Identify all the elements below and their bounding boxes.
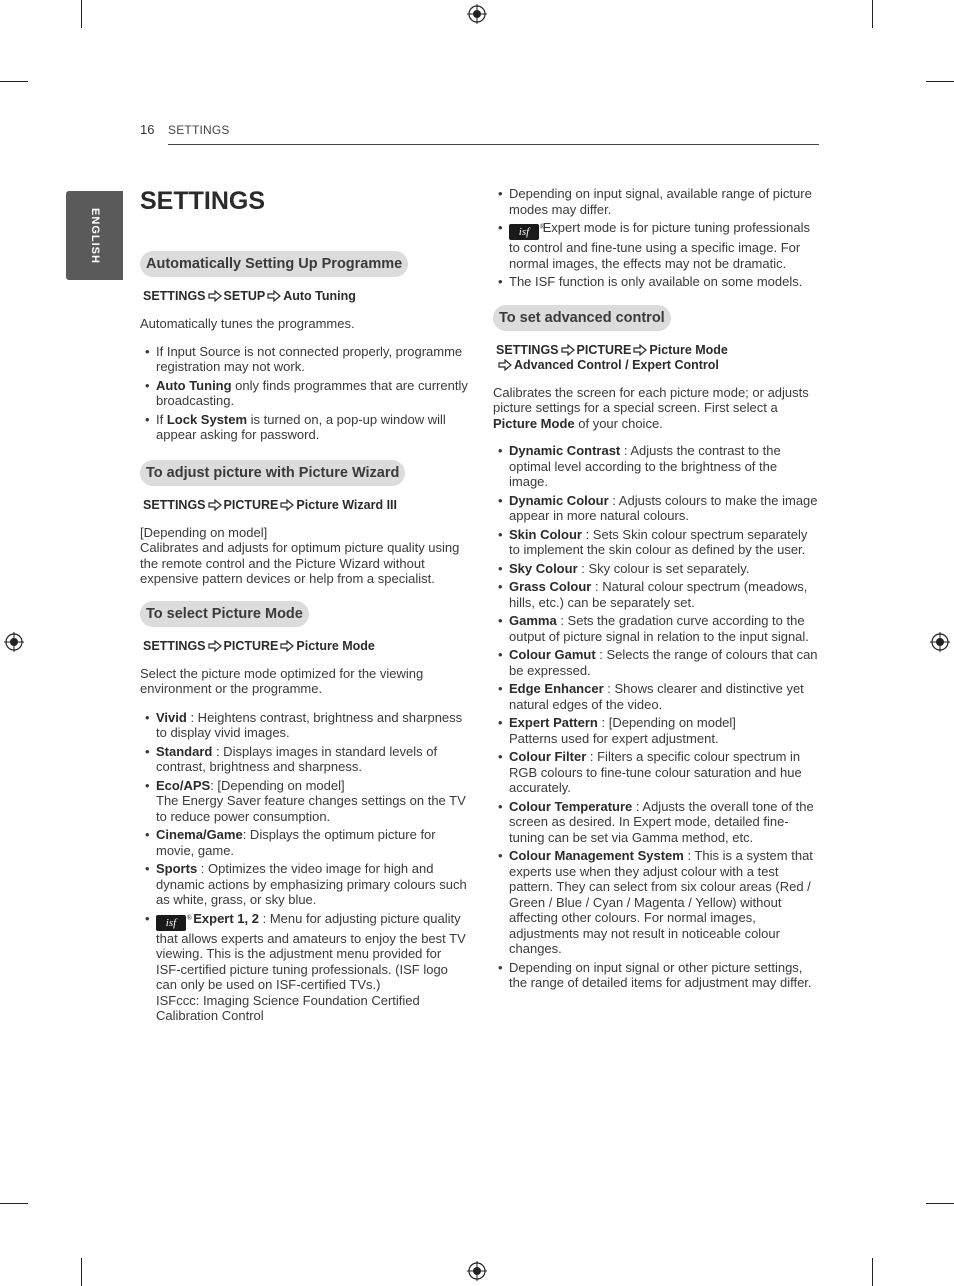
- section-heading: To set advanced control: [493, 305, 671, 331]
- page-title: SETTINGS: [140, 187, 266, 215]
- list-item: • If Input Source is not connected properly, programme registration may not work.: [140, 344, 468, 375]
- crop-mark: [926, 81, 954, 82]
- arrow-right-icon: [280, 499, 294, 511]
- list-item: • Edge Enhancer : Shows clearer and distinctive yet natural edges of the video.: [493, 681, 818, 712]
- crop-mark: [0, 81, 28, 82]
- crop-mark: [81, 1258, 82, 1286]
- menu-path: SETTINGS PICTURE Picture Mode: [143, 638, 375, 653]
- crop-mark: [0, 1203, 28, 1204]
- list-item: • Colour Gamut : Selects the range of colours that can be expressed.: [493, 647, 818, 678]
- list-item: • Grass Colour : Natural colour spectrum (meadows, hills, etc.) can be separately set.: [493, 579, 818, 610]
- section-advanced-control: [493, 305, 818, 991]
- section-heading: To select Picture Mode: [140, 601, 309, 627]
- list-item: • Auto Tuning only finds programmes that are currently broadcasting.: [140, 378, 468, 409]
- arrow-right-icon: [280, 640, 294, 652]
- registration-mark-icon: [930, 632, 950, 652]
- list-item: • Cinema/Game: Displays the optimum picture for movie, game.: [140, 827, 468, 858]
- crop-mark: [81, 0, 82, 28]
- list-item: • Depending on input signal, available range of picture modes may differ.: [493, 186, 818, 217]
- list-item: • Expert Pattern : [Depending on model] Patterns used for expert adjustment.: [493, 715, 818, 746]
- list-item: • The ISF function is only available on some models.: [493, 274, 818, 290]
- list-item: • Colour Temperature : Adjusts the overall tone of the screen as desired. In Expert mode, detailed fine-tuning can be set via Gamma method, etc.: [493, 799, 818, 846]
- menu-path: SETTINGS SETUP Auto Tuning: [143, 289, 356, 303]
- list-item: • Skin Colour : Sets Skin colour spectrum separately to implement the skin colour as defined by the user.: [493, 527, 818, 558]
- list-item: • isf ® Expert mode is for picture tuning professionals to control and fine-tune using a specific image. For normal images, the effects may not be dramatic.: [493, 220, 818, 271]
- section-picture-mode: [140, 601, 468, 1024]
- menu-path: SETTINGS PICTURE Picture Mode Advanced Control / Expert Control: [496, 342, 728, 372]
- crop-mark: [872, 0, 873, 28]
- arrow-right-icon: [208, 499, 222, 511]
- arrow-right-icon: [561, 344, 575, 356]
- isf-logo-icon: isf ®: [156, 915, 186, 931]
- list-item: • Sports : Optimizes the video image for high and dynamic actions by emphasizing primary colours such as white, grass, or sky blue.: [140, 861, 468, 908]
- list-item: • Eco/APS: [Depending on model] The Energy Saver feature changes settings on the TV to reduce power consumption.: [140, 778, 468, 825]
- list-item: • Colour Management System : This is a system that experts use when they adjust colour with a test pattern. They can select from six colour areas (Red / Green / Blue / Cyan / Magenta / Yellow) without affecting other colours. For normal images, adjustments may not result in noticeable colour changes.: [493, 848, 818, 957]
- section-intro: Calibrates the screen for each picture mode; or adjusts picture settings for a special screen. First select a Picture Mode of your choice.: [493, 384, 809, 431]
- page-number: 16: [140, 122, 155, 137]
- section-auto-setup: [140, 251, 468, 443]
- header-section-label: SETTINGS: [168, 123, 230, 137]
- arrow-right-icon: [267, 290, 281, 302]
- registration-mark-icon: [467, 4, 487, 24]
- list-item: • Colour Filter : Filters a specific colour spectrum in RGB colours to fine-tune colour saturation and hue accurately.: [493, 749, 818, 796]
- arrow-right-icon: [633, 344, 647, 356]
- list-item: • Vivid : Heightens contrast, brightness and sharpness to display vivid images.: [140, 710, 468, 741]
- language-tab: [66, 191, 123, 280]
- right-column: [493, 186, 818, 994]
- registration-mark-icon: [467, 1261, 487, 1281]
- section-intro: Select the picture mode optimized for the viewing environment or the programme.: [140, 665, 424, 696]
- isf-logo-icon: isf ®: [509, 224, 539, 240]
- arrow-right-icon: [208, 290, 222, 302]
- left-column: [140, 186, 468, 1027]
- list-item: • Gamma : Sets the gradation curve according to the output of picture signal in relation to the input signal.: [493, 613, 818, 644]
- registration-mark-icon: [4, 632, 24, 652]
- arrow-right-icon: [208, 640, 222, 652]
- list-item: • Standard : Displays images in standard levels of contrast, brightness and sharpness.: [140, 744, 468, 775]
- section-intro: Automatically tunes the programmes.: [140, 316, 355, 331]
- list-item: • isf ® Expert 1, 2 : Menu for adjusting picture quality that allows experts and amateurs to enjoy the best TV viewing. This is the adjustment menu provided for ISF-certified picture tuning professionals. (ISF logo can only be used on ISF-certified TVs.) ISFccc: Imaging Science Foundation Certified Calibration Control: [140, 911, 468, 1024]
- section-note: [Depending on model]: [140, 524, 268, 540]
- section-heading: To adjust picture with Picture Wizard: [140, 460, 405, 486]
- list-item: • If Lock System is turned on, a pop-up window will appear asking for password.: [140, 412, 468, 443]
- crop-mark: [926, 1203, 954, 1204]
- language-tab-label: ENGLISH: [88, 207, 101, 264]
- list-item: • Dynamic Colour : Adjusts colours to make the image appear in more natural colours.: [493, 493, 818, 524]
- section-heading: Automatically Setting Up Programme: [140, 251, 408, 277]
- arrow-right-icon: [498, 359, 512, 371]
- section-intro: Calibrates and adjusts for optimum picture quality using the remote control and the Picture Wizard without expensive pattern devices or help from a specialist.: [140, 540, 460, 586]
- header-rule: [168, 144, 819, 145]
- list-item: • Dynamic Contrast : Adjusts the contrast to the optimal level according to the brightness of the image.: [493, 443, 818, 490]
- section-picture-wizard: [140, 460, 468, 587]
- list-item: • Sky Colour : Sky colour is set separately.: [493, 561, 818, 577]
- menu-path: SETTINGS PICTURE Picture Wizard III: [143, 497, 397, 512]
- list-item: • Depending on input signal or other picture settings, the range of detailed items for adjustment may differ.: [493, 960, 818, 991]
- crop-mark: [872, 1258, 873, 1286]
